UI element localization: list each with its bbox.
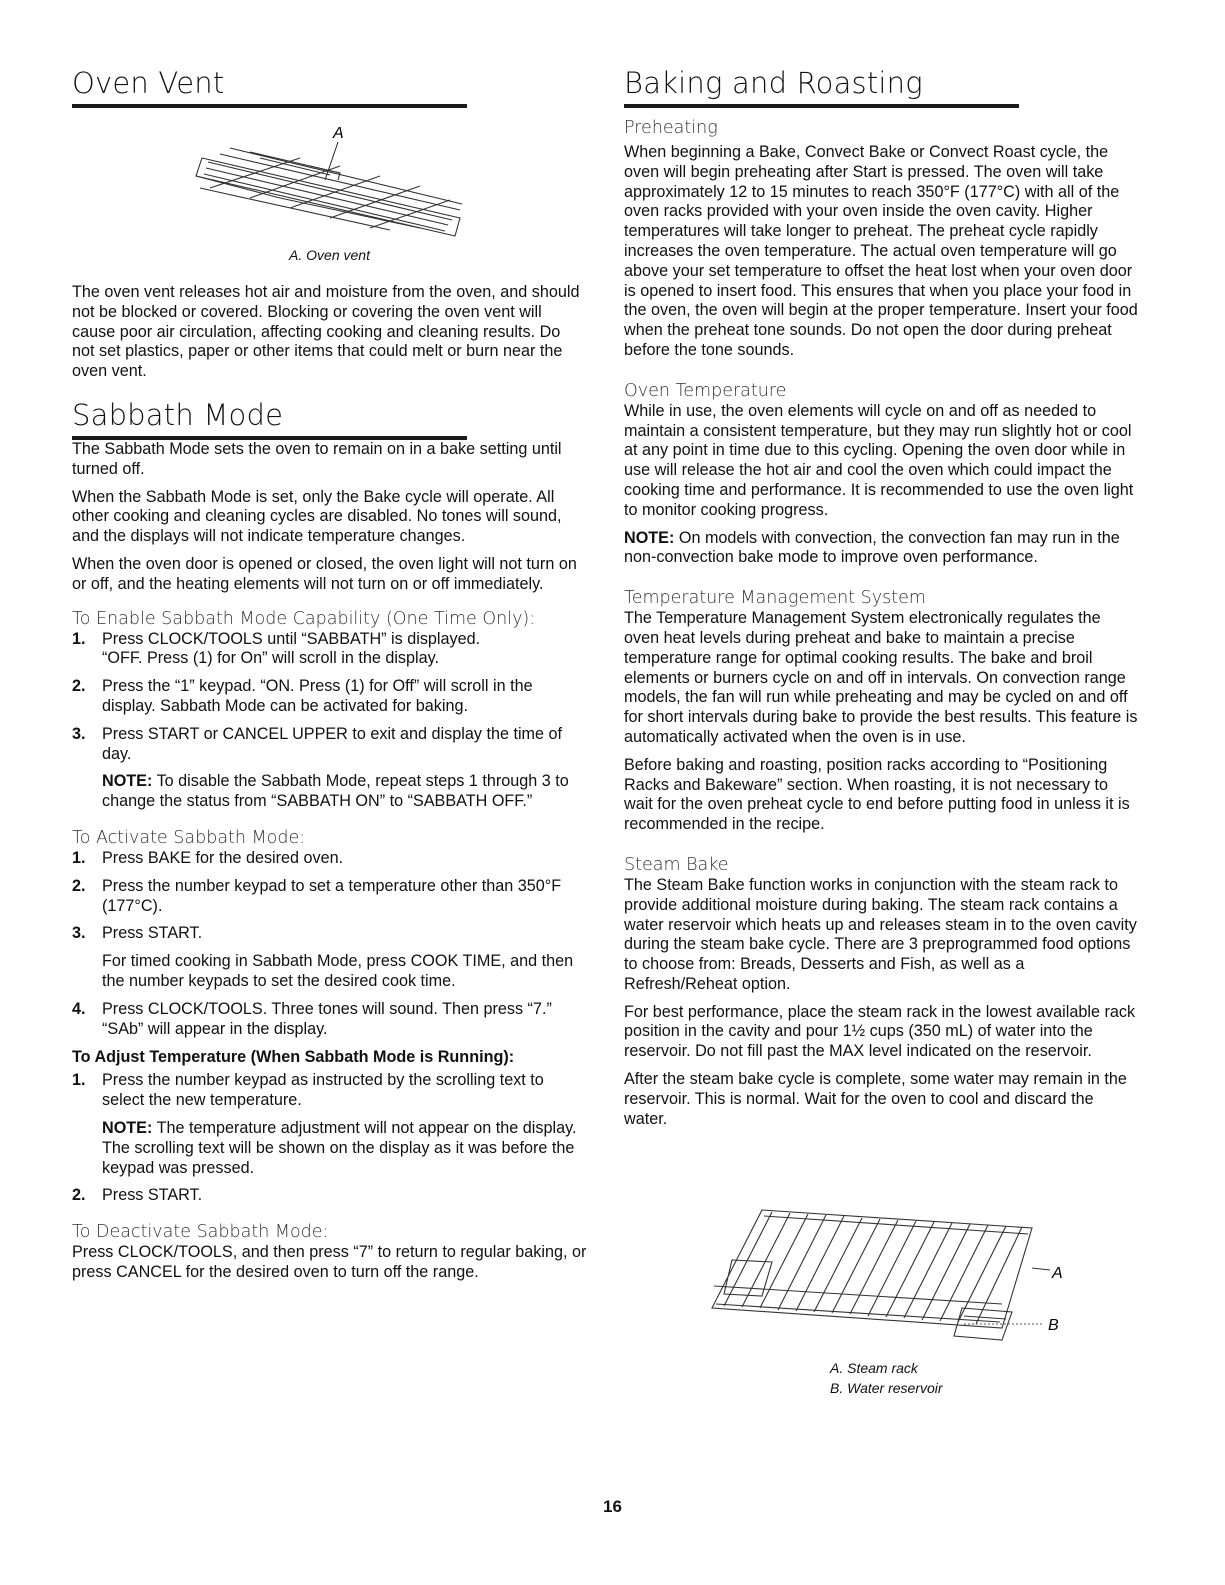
list-item [72,924,587,991]
caption-steam-rack: A. Steam rack [830,1360,918,1376]
activate-steps [72,849,587,1039]
steam-body: The Steam Bake function works in conjunction with the steam rack to provide additional moisture during baking. The steam rack contains a water reservoir which heats up and releases steam in to the oven cavity during the steam bake cycle. There are 3 preprogrammed food options to choose from: Breads, Desserts and Fish, as well as a Refresh/Reheat option. [624,875,1137,993]
steam-body-3: After the steam bake cycle is complete, some water may remain in the reservoir. This is normal. Wait for the oven to cool and discard the water. [624,1070,1127,1128]
step-text: Press BAKE for the desired oven. [102,848,344,867]
step-number: 1. [72,1071,86,1090]
page-number: 16 [603,1497,622,1516]
steam-heading: Steam Bake [624,854,729,875]
sabbath-p1: The Sabbath Mode sets the oven to remain on in a bake setting until turned off. [72,440,562,478]
sabbath-header [72,398,587,440]
list-item [72,1186,587,1206]
activate-heading: To Activate Sabbath Mode: [72,827,306,848]
adjust-heading: To Adjust Temperature (When Sabbath Mode is Running): [72,1048,515,1067]
tms-heading: Temperature Management System [624,588,926,609]
step-text: Press START. [102,924,203,943]
enable-heading: To Enable Sabbath Mode Capability (One Time Only): [72,608,536,629]
step-text: Press CLOCK/TOOLS until “SABBATH” is displayed. [102,629,481,648]
sabbath-p3: When the oven door is opened or closed, the oven light will not turn on or off, and the heating elements will not turn on or off immediately. [72,554,577,593]
steam-rack-illustration [702,1200,1072,1360]
preheating-heading: Preheating [624,118,718,138]
tms-body: The Temperature Management System electronically regulates the oven heat levels during preheat and bake to maintain a precise temperature range for optimal cooking results. The bake and broil elements or burners cycle on and off in intervals. On convection range models, the fan will run while preheating and may be cycled on and off for short intervals during bake to provide the best results. This feature is automatically activated when the oven is in use. [624,609,1138,746]
oven-vent-illustration [190,118,475,246]
list-item [72,1000,587,1040]
step-subtext: “OFF. Press (1) for On” will scroll in the display. [102,649,440,668]
baking-body [624,118,1139,1129]
note-text: The temperature adjustment will not appear on the display. The scrolling text will be shown on the display as it was before the keypad was pressed. [102,1118,577,1177]
step-number: 2. [72,876,86,895]
list-item [72,677,587,717]
step-text: Press START or CANCEL UPPER to exit and display the time of day. [102,724,563,763]
step-text: Press START. [102,1186,203,1205]
step-number: 1. [72,629,86,648]
step-number: 4. [72,999,86,1018]
enable-steps [72,630,587,812]
step-number: 2. [72,1186,86,1205]
note-label: NOTE: [624,528,675,547]
oven-temp-body: While in use, the oven elements will cycle on and off as needed to maintain a consistent temperature, but they may run slightly hot or cool at any point in time due to this cycling. Opening the oven door while in use will release the hot air and cool the oven which could impact the cooking time and performance. It is recommended to use the oven light to monitor cooking progress. [624,401,1134,519]
note-text: On models with convection, the convection fan may run in the non-convection bake mode to improve oven performance. [624,528,1120,567]
baking-header [624,66,1144,108]
step-number: 3. [72,924,86,943]
step-note [102,1119,587,1178]
oven-temp-note [624,529,1139,569]
steam-rack-captions [830,1358,943,1398]
step-subtext: For timed cooking in Sabbath Mode, press COOK TIME, and then the number keypads to set the desired cook time. [102,952,574,990]
list-item [72,849,587,869]
adjust-steps [72,1071,587,1206]
sabbath-body [72,440,587,1283]
sabbath-p2: When the Sabbath Mode is set, only the Bake cycle will operate. All other cooking and cleaning cycles are disabled. No tones will sound, and the displays will not indicate temperature changes. [72,487,562,546]
deactivate-body: Press CLOCK/TOOLS, and then press “7” to return to regular baking, or press CANCEL for the desired oven to turn off the range. [72,1243,587,1281]
baking-title: Baking and Roasting [624,66,923,100]
tms-body-2: Before baking and roasting, position racks according to “Positioning Racks and Bakeware” section. When roasting, it is not necessary to wait for the oven preheat cycle to end before putting food in unless it is recommended in the recipe. [624,755,1130,834]
step-number: 1. [72,848,86,867]
steam-rack-label-a: A [1052,1265,1063,1282]
preheating-body: When beginning a Bake, Convect Bake or Convect Roast cycle, the oven will begin preheating after Start is pressed. The oven will take approximately 12 to 15 minutes to reach 350°F (177°C) with all of the oven racks provided with your oven inside the oven cavity. Higher temperatures will take longer to preheat. The preheat cycle rapidly increases the oven temperature. The actual oven temperature will go above your set temperature to offset the heat lost when your oven door is opened to insert food. This ensures that when you place your food in the oven, the oven will begin at the proper temperature. Insert your food when the preheat tone sounds. Do not open the door during preheat before the tone sounds. [624,143,1138,359]
step-number: 2. [72,677,86,696]
oven-vent-label-a: A [333,125,344,142]
oven-vent-title: Oven Vent [72,66,225,100]
list-item [72,1071,587,1178]
oven-temp-heading: Oven Temperature [624,380,787,401]
note-text: To disable the Sabbath Mode, repeat steps 1 through 3 to change the status from “SABBATH ON” to “SABBATH OFF.” [102,772,569,811]
sabbath-title: Sabbath Mode [72,398,284,432]
caption-water-reservoir: B. Water reservoir [830,1380,943,1396]
list-item [72,630,587,670]
step-text: Press the “1” keypad. “ON. Press (1) for Off” will scroll in the display. Sabbath Mode can be activated for baking. [102,677,533,715]
oven-vent-caption: A. Oven vent [289,247,370,263]
step-number: 3. [72,724,86,743]
section-rule [624,104,1019,108]
step-text: Press the number keypad to set a temperature other than 350°F (177°C). [102,876,562,915]
steam-rack-label-b: B [1048,1317,1059,1334]
oven-vent-body: The oven vent releases hot air and moisture from the oven, and should not be blocked or covered. Blocking or covering the oven vent will cause poor air circulation, affecting cooking and cleaning results. Do not set plastics, paper or other items that could melt or burn near the oven vent. [72,283,580,381]
step-note [102,772,587,812]
list-item [72,725,587,812]
list-item [72,877,587,917]
step-text: Press CLOCK/TOOLS. Three tones will sound. Then press “7.” “SAb” will appear in the display. [102,999,552,1038]
section-rule [72,104,467,108]
steam-body-2: For best performance, place the steam rack in the lowest available rack position in the cavity and pour 1½ cups (350 mL) of water into the reservoir. Do not fill past the MAX level indicated on the reservoir. [624,1002,1136,1061]
step-text: Press the number keypad as instructed by the scrolling text to select the new temperature. [102,1071,544,1110]
deactivate-heading: To Deactivate Sabbath Mode: [72,1222,329,1243]
note-label: NOTE: [102,1118,153,1137]
oven-vent-section [72,66,587,108]
note-label: NOTE: [102,772,153,791]
